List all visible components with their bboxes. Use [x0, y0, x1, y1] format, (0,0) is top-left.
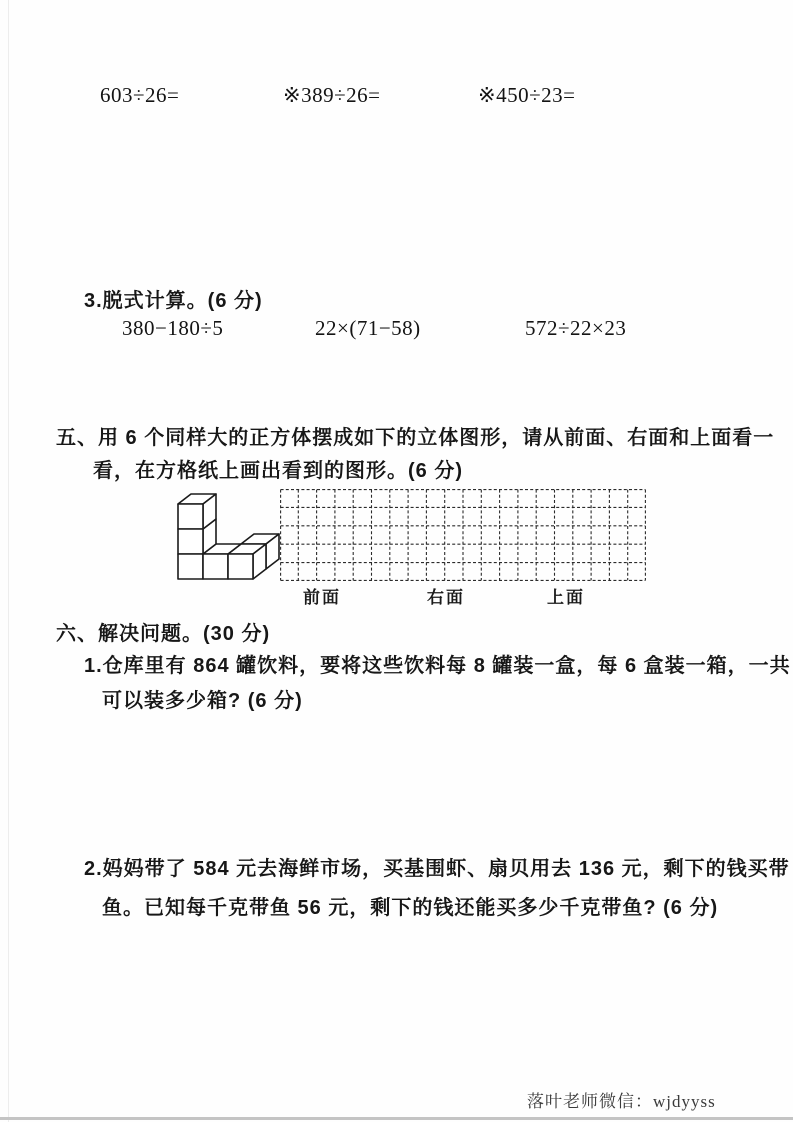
problem1-line2: 可以装多少箱? (6 分)	[102, 690, 303, 712]
cube-front-face	[178, 504, 203, 529]
division-expression-starred: ※389÷26=	[283, 83, 381, 107]
cube-figure	[176, 492, 282, 582]
cube-front-face	[178, 554, 203, 579]
section6-heading: 六、解决问题。(30 分)	[56, 623, 271, 645]
problem2-line2: 鱼。已知每千克带鱼 56 元，剩下的钱还能买多少千克带鱼? (6 分)	[102, 897, 719, 919]
teacher-wechat-watermark: 落叶老师微信：wjdyyss	[527, 1092, 716, 1111]
cube-front-face	[228, 554, 253, 579]
view-label-right: 右面	[427, 588, 465, 607]
page-bottom-rule	[0, 1117, 793, 1120]
view-label-front: 前面	[303, 588, 341, 607]
offcalc-problem: 22×(71−58)	[315, 316, 421, 340]
view-label-top: 上面	[547, 588, 585, 607]
division-expression-starred: ※450÷23=	[478, 83, 576, 107]
offcalc-problem: 380−180÷5	[122, 316, 224, 340]
problem2-line1: 2.妈妈带了 584 元去海鲜市场，买基围虾、扇贝用去 136 元，剩下的钱买带	[84, 858, 790, 880]
cube-front-face	[203, 554, 228, 579]
problem1-line1: 1.仓库里有 864 罐饮料，要将这些饮料每 8 罐装一盒，每 6 盒装一箱，一共	[84, 655, 791, 677]
division-expression: 603÷26=	[100, 83, 180, 107]
grid-paper	[280, 489, 646, 581]
section5-heading-line1: 五、用 6 个同样大的正方体摆成如下的立体图形，请从前面、右面和上面看一	[56, 427, 775, 449]
offcalc-problem: 572÷22×23	[525, 316, 627, 340]
offcalc-heading: 3.脱式计算。(6 分)	[84, 290, 263, 312]
cube-front-face	[178, 529, 203, 554]
section5-heading-line2: 看，在方格纸上画出看到的图形。(6 分)	[93, 460, 463, 482]
page-left-edge-line	[8, 0, 9, 1122]
